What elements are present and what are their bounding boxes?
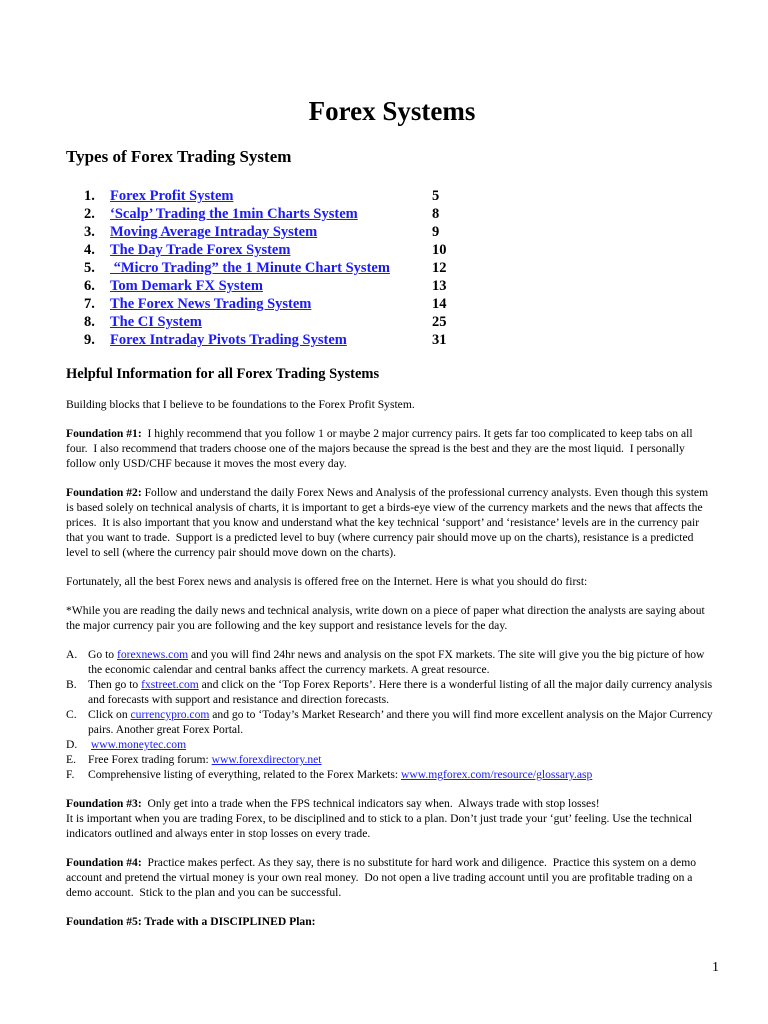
resource-item: [66, 737, 716, 752]
resource-item: [66, 707, 716, 737]
helpful-heading: Helpful Information for all Forex Trading Systems: [66, 366, 380, 382]
toc-link[interactable]: The Day Trade Forex System: [110, 242, 291, 258]
forexdirectory-link[interactable]: www.forexdirectory.net: [211, 753, 322, 766]
resource-letter: B.: [66, 678, 77, 691]
resource-text: and you will find 24hr news and analysis on the spot FX markets. The site will give you the big picture of how the economic calendar and central banks affect the currency markets. A great resource.: [88, 648, 705, 676]
mgforex-link[interactable]: www.mgforex.com/resource/glossary.asp: [400, 768, 593, 781]
foundation-label: Foundation #2:: [66, 486, 142, 499]
foundation-label: Foundation #1:: [66, 427, 142, 440]
toc-link[interactable]: Moving Average Intraday System: [110, 224, 318, 240]
foundation-2: [66, 485, 716, 560]
resource-text: and click on the ‘Top Forex Reports’. Here there is a wonderful listing of all the major daily currency analysis and forecasts with support and resistance and direction forecasts.: [88, 678, 713, 706]
foundation-1: [66, 426, 716, 471]
toc-page: 31: [432, 332, 447, 348]
toc-page: 25: [432, 314, 447, 330]
toc-item: [84, 277, 464, 295]
resource-text: Go to: [88, 648, 117, 661]
toc-number: 7.: [84, 296, 95, 312]
toc-item: [84, 313, 464, 331]
while-note: *While you are reading the daily news and technical analysis, write down on a piece of paper what direction the analysts are saying about the major currency pair you are following and the key support and resistance levels for the day.: [66, 604, 705, 632]
resource-text: Free Forex trading forum:: [88, 753, 212, 766]
resource-item: [66, 647, 716, 677]
toc-page: 9: [432, 224, 440, 240]
section-heading: Types of Forex Trading System: [66, 147, 292, 166]
toc-page: 12: [432, 260, 447, 276]
toc-item: [84, 259, 464, 277]
toc-page: 13: [432, 278, 447, 294]
toc-link[interactable]: Tom Demark FX System: [110, 278, 263, 294]
toc-number: 5.: [84, 260, 95, 276]
foundation-4: [66, 855, 716, 900]
resource-text: and go to ‘Today’s Market Research’ and there you will find more excellent analysis on the Major Currency pairs. Another great Forex Portal.: [88, 708, 713, 736]
resource-item: [66, 752, 716, 767]
resource-letter: D.: [66, 738, 78, 751]
toc-item: [84, 223, 464, 241]
fortunately-paragraph: Fortunately, all the best Forex news and analysis is offered free on the Internet. Here is what you should do first:: [66, 575, 588, 588]
toc-number: 3.: [84, 224, 95, 240]
foundation-text: Follow and understand the daily Forex News and Analysis of the professional currency analysts. Even though this system is based solely on technical analysis of charts, it is important to get a birds-eye view of the currency markets and the news that affects the prices. It is also important that you know and understand what the key technical ‘support’ and ‘resistance’ levels are in the currency pair that you want to trade. Support is a predicted level to buy (where currency pair should move up on the charts), resistance is a predicted level to sell (where the currency pair should move down on the charts).: [66, 486, 711, 559]
toc-link[interactable]: Forex Profit System: [110, 188, 234, 204]
toc-number: 8.: [84, 314, 95, 330]
resource-item: [66, 767, 716, 782]
toc-page: 5: [432, 188, 440, 204]
toc-item: [84, 295, 464, 313]
foundation-3: [66, 796, 716, 841]
forexnews-link[interactable]: forexnews.com: [116, 648, 189, 661]
foundation-text: I highly recommend that you follow 1 or maybe 2 major currency pairs. It gets far too complicated to keep tabs on all four. I also recommend that traders choose one of the majors because the spread is the best and they are the most liquid. I personally follow only USD/CHF because it moves the most every day.: [66, 427, 696, 470]
moneytec-link[interactable]: www.moneytec.com: [90, 738, 187, 751]
resource-text: Comprehensive listing of everything, related to the Forex Markets:: [88, 768, 401, 781]
toc-item: [84, 187, 464, 205]
foundation-label: Foundation #3:: [66, 797, 142, 810]
resource-letter: F.: [66, 768, 75, 781]
resource-letter: C.: [66, 708, 77, 721]
toc-page: 10: [432, 242, 447, 258]
toc-number: 4.: [84, 242, 95, 258]
toc-link[interactable]: The CI System: [110, 314, 202, 330]
resource-letter: E.: [66, 753, 76, 766]
toc-page: 14: [432, 296, 447, 312]
toc-item: [84, 241, 464, 259]
fxstreet-link[interactable]: fxstreet.com: [141, 678, 199, 691]
foundation-text: Practice makes perfect. As they say, there is no substitute for hard work and diligence. Practice this system on a demo account and pretend the virtual money is your own real money. Do not open a live trading account until you are profitable trading on a demo account. Stick to the plan and you can be successful.: [66, 856, 699, 899]
foundation-text: Only get into a trade when the FPS technical indicators say when. Always trade with stop losses!: [141, 797, 600, 810]
resource-item: [66, 677, 716, 707]
toc-link[interactable]: “Micro Trading” the 1 Minute Chart System: [110, 260, 390, 276]
currencypro-link[interactable]: currencypro.com: [130, 708, 210, 721]
toc-page: 8: [432, 206, 440, 222]
foundation-label: Foundation #4:: [66, 856, 142, 869]
resource-letter: A.: [66, 648, 78, 661]
page-number: 1: [712, 960, 719, 975]
table-of-contents: [84, 187, 464, 349]
document-body: [66, 397, 716, 943]
resource-text: Then go to: [88, 678, 142, 691]
foundation-text: It is important when you are trading Forex, to be disciplined and to stick to a plan. Don’t just trade your ‘gut’ feeling. Use the technical indicators outlined and always enter in stop losses on every trade.: [66, 812, 693, 840]
toc-link[interactable]: Forex Intraday Pivots Trading System: [110, 332, 347, 348]
document-title: Forex Systems: [308, 96, 476, 126]
intro-paragraph: Building blocks that I believe to be foundations to the Forex Profit System.: [66, 398, 415, 411]
toc-link[interactable]: ‘Scalp’ Trading the 1min Charts System: [110, 206, 358, 222]
toc-item: [84, 205, 464, 223]
resource-text: Click on: [88, 708, 131, 721]
toc-number: 1.: [84, 188, 95, 204]
toc-number: 6.: [84, 278, 95, 294]
foundation-5: [66, 914, 716, 929]
toc-item: [84, 331, 464, 349]
resource-list: [66, 647, 716, 782]
toc-link[interactable]: The Forex News Trading System: [110, 296, 312, 312]
toc-number: 2.: [84, 206, 95, 222]
foundation-label: Foundation #5: Trade with a DISCIPLINED Plan:: [66, 915, 316, 928]
toc-number: 9.: [84, 332, 95, 348]
